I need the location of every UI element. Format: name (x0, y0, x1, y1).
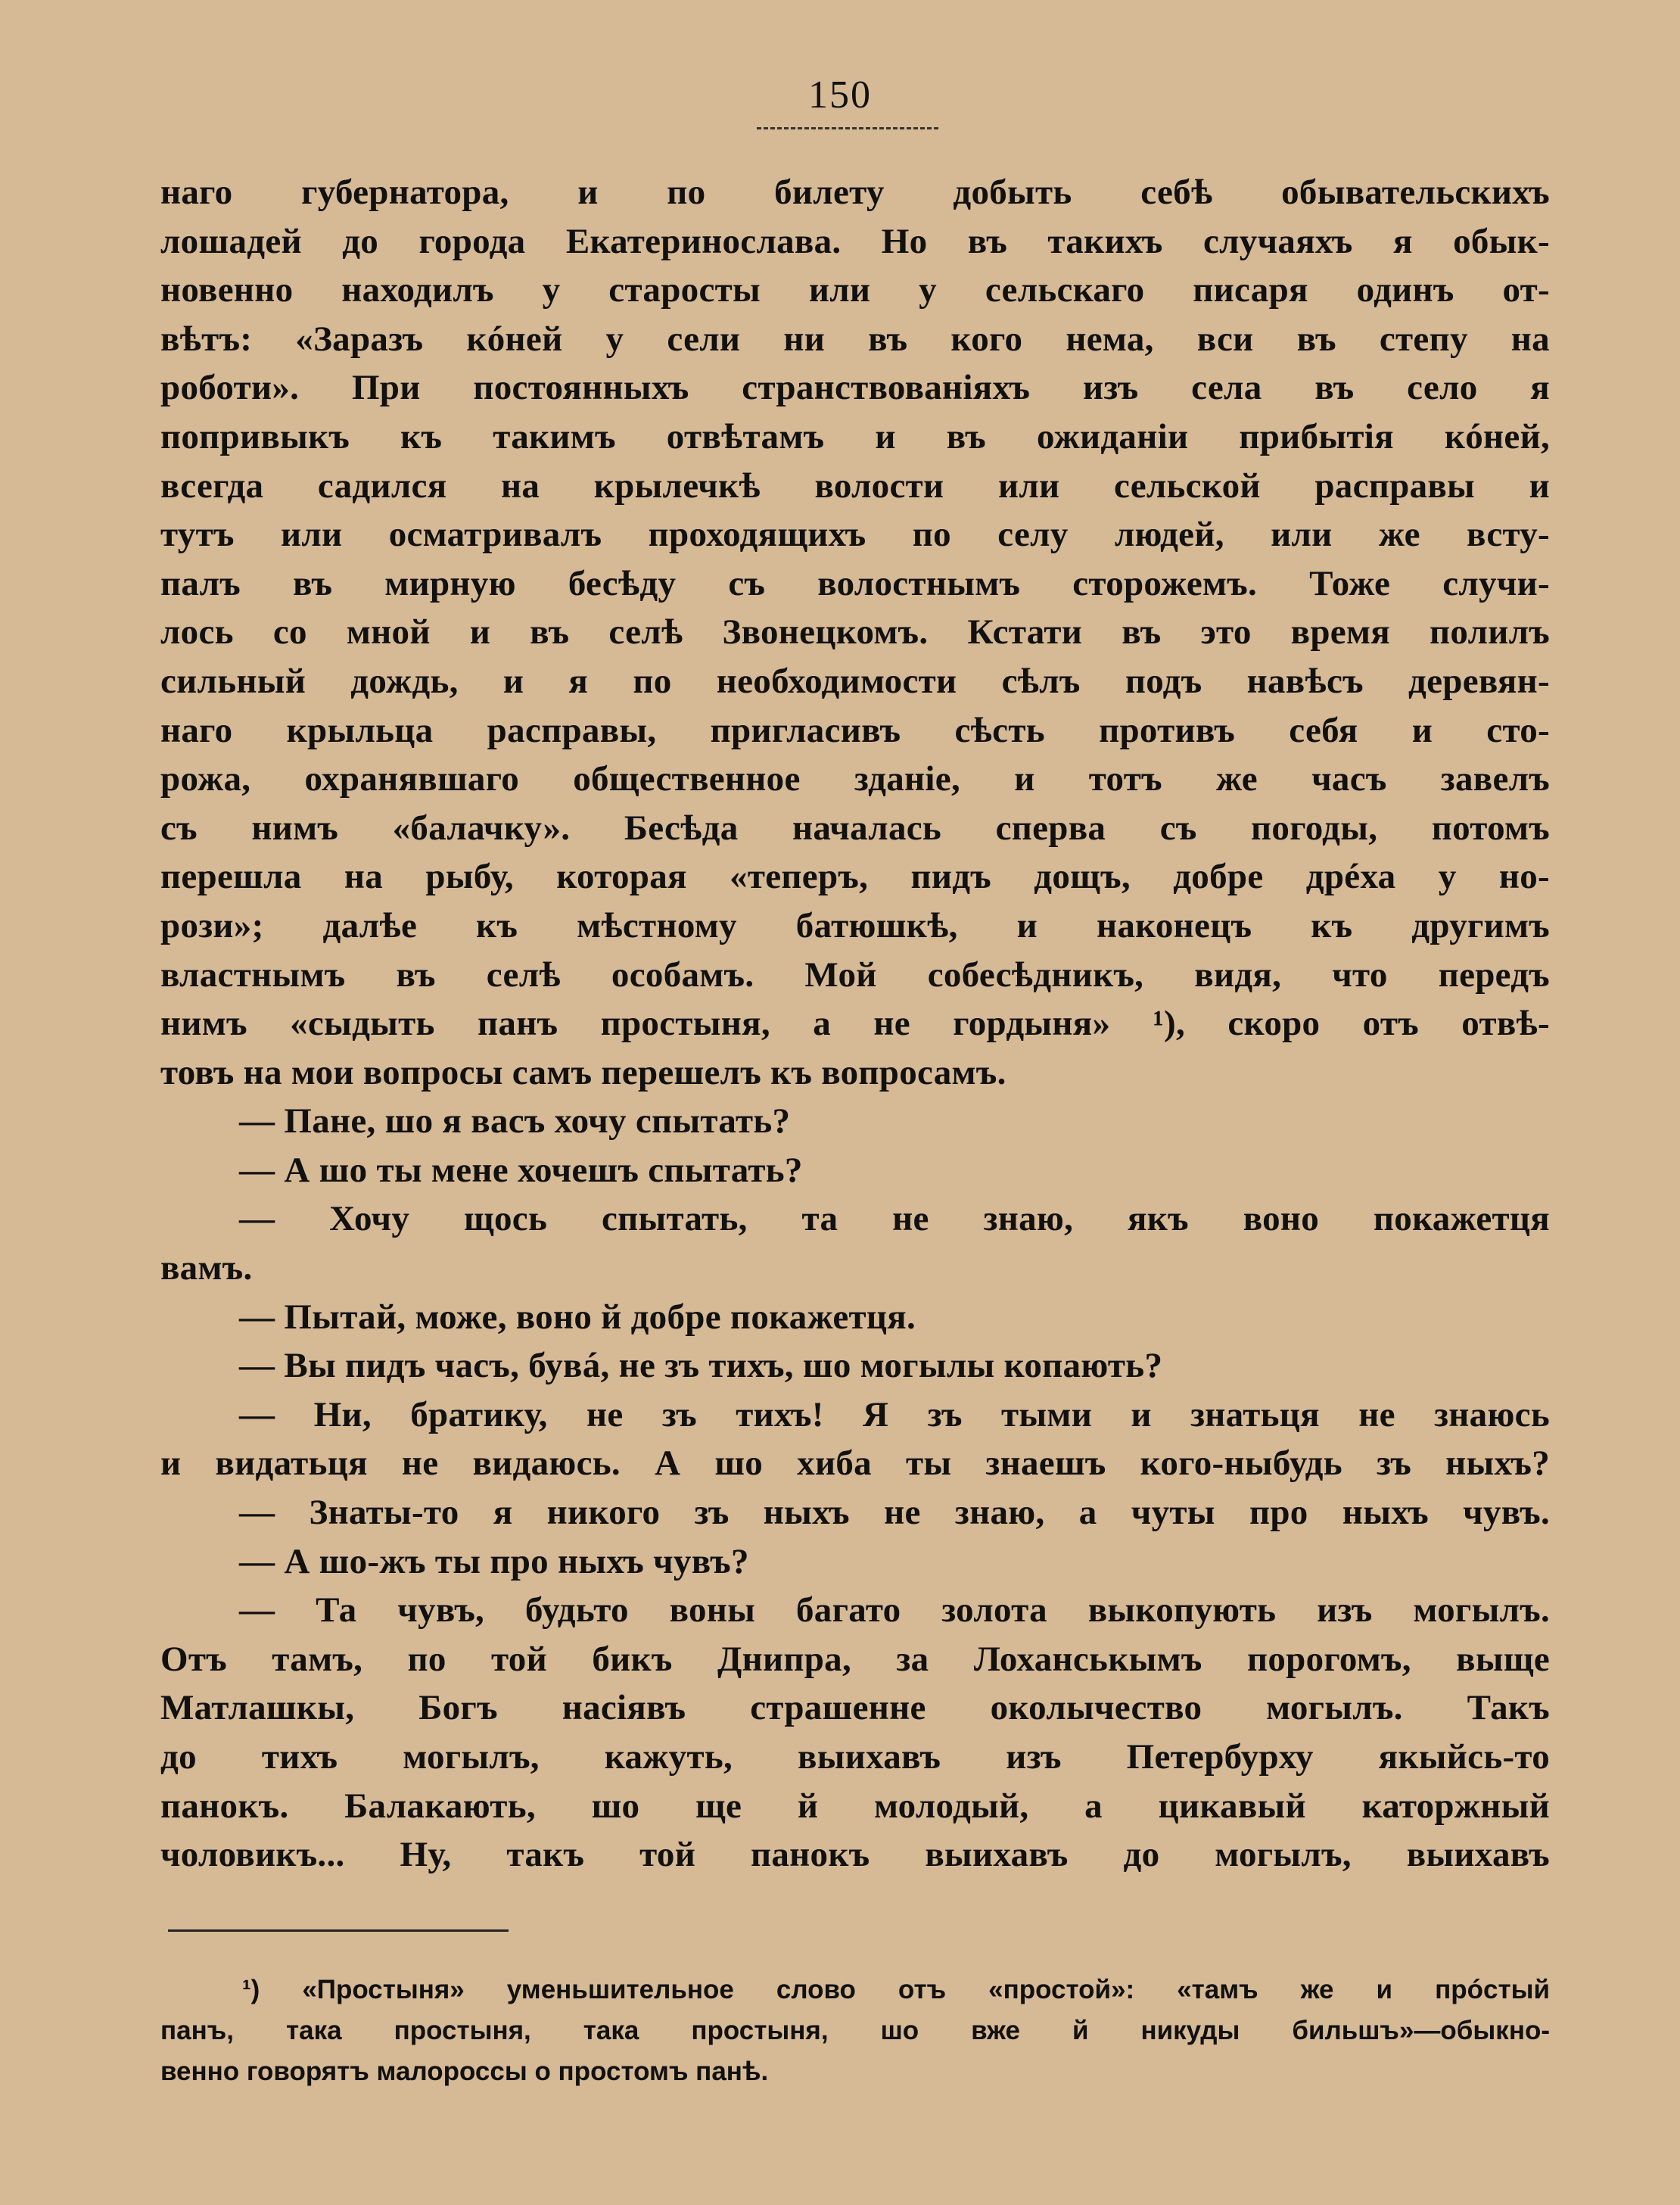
body-text (160, 168, 1550, 1880)
text-line: роботи». При постоянныхъ странствованіяхъ изъ села въ село я (160, 368, 1550, 408)
text-line: — Пытай, може, воно й добре покажетця. (239, 1297, 916, 1337)
text-line: съ нимъ «балачку». Бесѣда началась сперва съ погоды, потомъ (160, 808, 1550, 848)
text-line: сильный дождь, и я по необходимости сѣлъ подъ навѣсъ деревян- (160, 661, 1550, 701)
text-line: и видатьця не видаюсь. А шо хиба ты знаешъ кого-ныбудь зъ ныхъ? (160, 1444, 1550, 1484)
text-line: Отъ тамъ, по той бикъ Днипра, за Лоханськымъ порогомъ, выще (160, 1639, 1550, 1679)
text-line: чоловикъ... Ну, такъ той панокъ выихавъ до могылъ, выихавъ (160, 1835, 1550, 1875)
text-line: лось со мной и въ селѣ Звонецкомъ. Кстати въ это время полилъ (160, 612, 1550, 652)
text-line: — Пане, шо я васъ хочу спытать? (239, 1101, 791, 1141)
footnote (160, 1970, 1550, 2092)
footnote-line: панъ, така простыня, така простыня, шо вже й никуды бильшъ»—обыкно- (160, 2016, 1550, 2045)
header-rule (757, 127, 938, 129)
text-line: палъ въ мирную бесѣду съ волостнымъ сторожемъ. Тоже случи- (160, 563, 1550, 603)
text-line: наго губернатора, и по билету добыть себѣ обывательскихъ (160, 173, 1550, 212)
text-line: товъ на мои вопросы самъ перешелъ къ вопросамъ. (160, 1052, 1006, 1092)
text-line: тутъ или осматривалъ проходящихъ по селу людей, или же всту- (160, 515, 1550, 555)
footnote-line: ¹) «Простыня» уменьшительное слово отъ «простой»: «тамъ же и прóстый (242, 1975, 1550, 2004)
text-line: перешла на рыбу, которая «теперъ, пидъ дощъ, добре дрéха у но- (160, 857, 1550, 897)
text-line: вамъ. (160, 1248, 253, 1288)
page-number: 150 (808, 73, 872, 117)
text-line: — Хочу щось спытать, та не знаю, якъ воно покажетця (239, 1199, 1550, 1239)
footnote-line: венно говорятъ малороссы о простомъ панѣ. (160, 2057, 769, 2086)
text-line: — А шо ты мене хочешъ спытать? (239, 1150, 803, 1190)
text-line: — А шо-жъ ты про ныхъ чувъ? (239, 1541, 749, 1581)
text-line: лошадей до города Екатеринослава. Но въ такихъ случаяхъ я обык- (160, 221, 1550, 261)
text-line: рози»; далѣе къ мѣстному батюшкѣ, и наконецъ къ другимъ (160, 905, 1550, 945)
text-line: — Вы пидъ часъ, бувá, не зъ тихъ, шо могылы копають? (239, 1346, 1163, 1386)
text-line: Матлашкы, Богъ насіявъ страшенне околычество могылъ. Такъ (160, 1688, 1550, 1728)
text-line: панокъ. Балакають, шо ще й молодый, а цикавый каторжный (160, 1786, 1550, 1826)
text-line: — Ни, братику, не зъ тихъ! Я зъ тыми и знатьця не знаюсь (239, 1394, 1550, 1434)
text-line: нимъ «сыдыть панъ простыня, а не гордыня» ¹), скоро отъ отвѣ- (160, 1004, 1550, 1044)
text-line: вѣтъ: «Заразъ кóней у сели ни въ кого нема, вси въ степу на (160, 319, 1550, 359)
text-line: всегда садился на крылечкѣ волости или сельской расправы и (160, 466, 1550, 506)
text-line: властнымъ въ селѣ особамъ. Мой собесѣдникъ, видя, что передъ (160, 955, 1550, 995)
text-line: попривыкъ къ такимъ отвѣтамъ и въ ожиданіи прибытія кóней, (160, 416, 1550, 456)
text-line: — Знаты-то я никого зъ ныхъ не знаю, а чуты про ныхъ чувъ. (239, 1493, 1550, 1533)
footnote-rule (168, 1929, 509, 1932)
text-line: до тихъ могылъ, кажуть, выихавъ изъ Петербурху якыйсь-то (160, 1737, 1550, 1777)
text-line: — Та чувъ, будьто воны багато золота выкопують изъ могылъ. (239, 1590, 1550, 1630)
text-line: новенно находилъ у старосты или у сельскаго писаря одинъ от- (160, 270, 1550, 310)
text-line: наго крыльца расправы, пригласивъ сѣсть противъ себя и сто- (160, 710, 1550, 750)
text-line: рожа, охранявшаго общественное зданіе, и тотъ же часъ завелъ (160, 759, 1550, 799)
